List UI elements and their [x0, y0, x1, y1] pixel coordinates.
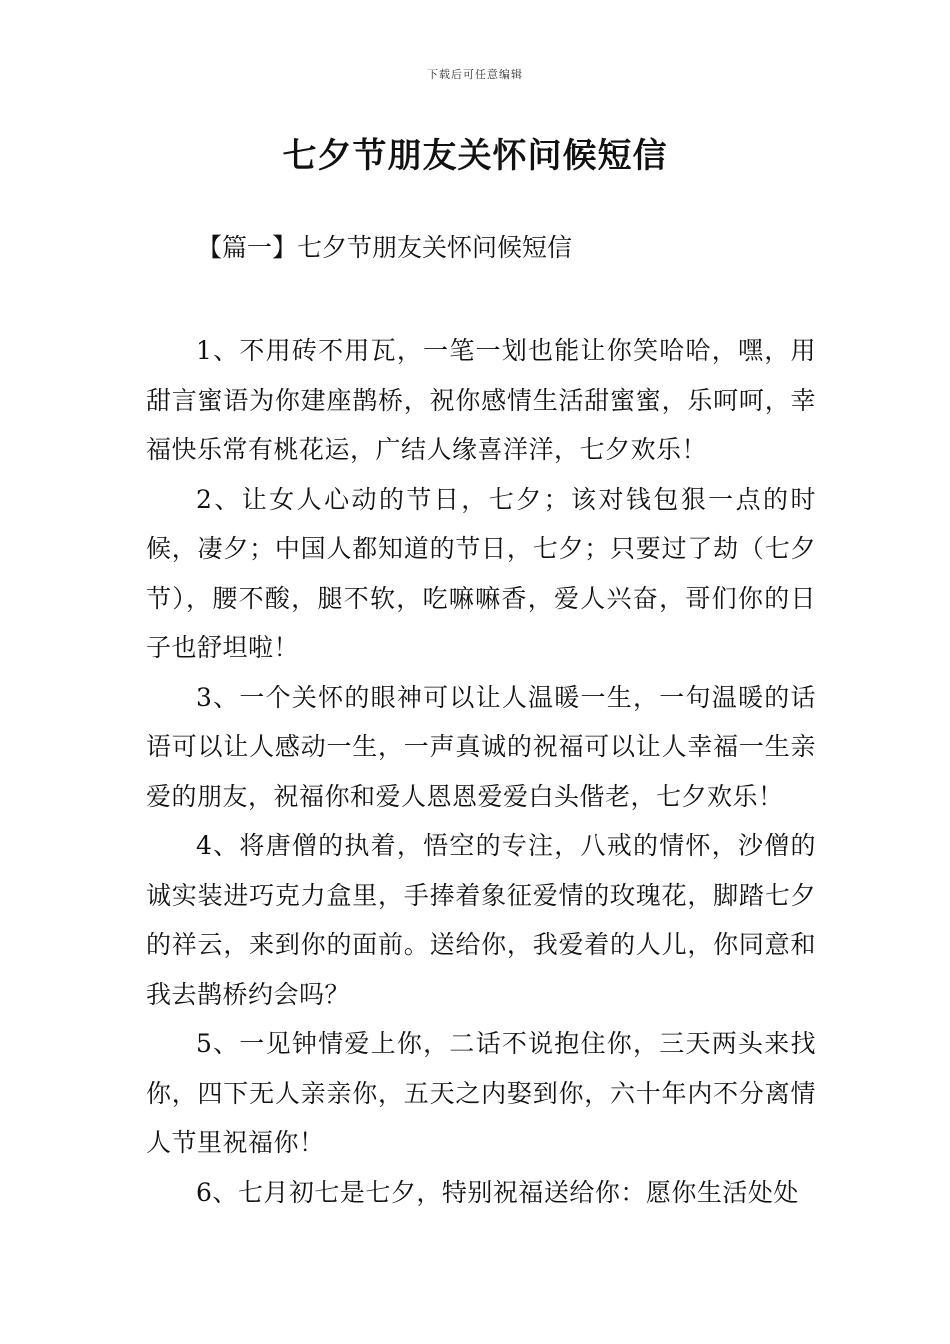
section-heading: 【篇一】七夕节朋友关怀问候短信 [197, 233, 573, 262]
paragraph-2: 2、让女人心动的节日，七夕；该对钱包狠一点的时候，凄夕；中国人都知道的节日，七夕；只要过了劫（七夕节），腰不酸，腿不软，吃嘛嘛香，爱人兴奋，哥们你的日子也舒坦啦！ [146, 484, 816, 662]
paragraph-6: 6、七月初七是七夕，特别祝福送给你：愿你生活处处 [196, 1177, 799, 1207]
paragraph-4: 4、将唐僧的执着，悟空的专注，八戒的情怀，沙僧的诚实装进巧克力盒里，手捧着象征爱情的玫瑰花，脚踏七夕的祥云，来到你的面前。送给你，我爱着的人儿，你同意和我去鹊桥约会吗？ [146, 831, 816, 1009]
document-title: 七夕节朋友关怀问候短信 [282, 136, 668, 176]
header-note: 下载后可任意编辑 [427, 68, 523, 81]
paragraph-1: 1、不用砖不用瓦，一笔一划也能让你笑哈哈，嘿，用甜言蜜语为你建座鹊桥，祝你感情生活甜蜜蜜，乐呵呵，幸福快乐常有桃花运，广结人缘喜洋洋，七夕欢乐！ [146, 336, 816, 464]
paragraph-5: 5、一见钟情爱上你，二话不说抱住你，三天两头来找你，四下无人亲亲你，五天之内娶到你，六十年内不分离情人节里祝福你！ [146, 1029, 816, 1157]
paragraph-3: 3、一个关怀的眼神可以让人温暖一生，一句温暖的话语可以让人感动一生，一声真诚的祝福可以让人幸福一生亲爱的朋友，祝福你和爱人恩恩爱爱白头偕老，七夕欢乐！ [146, 682, 816, 811]
document-body [146, 326, 816, 1217]
